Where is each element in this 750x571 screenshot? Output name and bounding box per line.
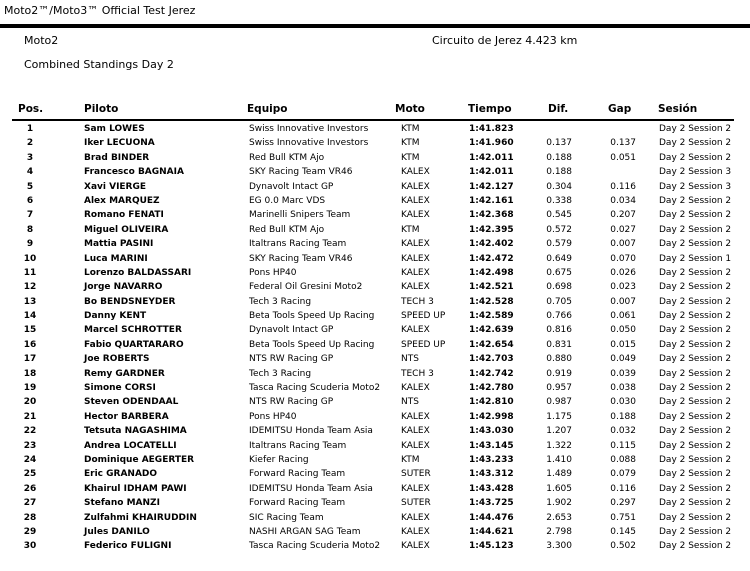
bike-cell: SUTER (401, 469, 431, 480)
bike-cell: KTM (401, 124, 420, 134)
session-cell: Day 2 Session 2 (659, 224, 732, 235)
rider-cell: Francesco BAGNAIA (84, 167, 184, 178)
time-cell: 1:44.621 (469, 526, 514, 537)
bike-cell: KALEX (401, 325, 430, 336)
session-cell: Day 2 Session 2 (659, 368, 732, 379)
session-cell: Day 2 Session 2 (659, 397, 732, 408)
team-cell: Beta Tools Speed Up Racing (249, 311, 375, 322)
position-cell: 21 (23, 411, 37, 422)
table-row (0, 151, 750, 165)
gap-cell: 0.088 (610, 454, 636, 465)
bike-cell: KALEX (401, 195, 430, 206)
diff-cell: 1.605 (546, 483, 572, 494)
team-cell: Beta Tools Speed Up Racing (249, 339, 375, 350)
rider-cell: Bo BENDSNEYDER (84, 296, 176, 307)
session-cell: Day 2 Session 2 (659, 325, 732, 336)
position-cell: 29 (23, 526, 37, 537)
rider-cell: Tetsuta NAGASHIMA (84, 426, 187, 437)
table-row (0, 511, 750, 525)
gap-cell: 0.027 (610, 224, 636, 235)
team-cell: SKY Racing Team VR46 (249, 253, 353, 264)
position-cell: 2 (26, 138, 34, 149)
rider-cell: Eric GRANADO (84, 469, 158, 480)
team-cell: NTS RW Racing GP (249, 397, 334, 408)
position-cell: 19 (23, 383, 37, 394)
gap-cell: 0.026 (610, 267, 636, 278)
time-cell: 1:42.528 (469, 296, 514, 307)
team-cell: Kiefer Racing (249, 454, 309, 465)
time-cell: 1:42.402 (469, 239, 514, 250)
team-cell: NTS RW Racing GP (249, 354, 334, 365)
rider-cell: Alex MARQUEZ (84, 195, 160, 206)
bike-cell: KALEX (401, 383, 430, 394)
position-cell: 11 (23, 267, 37, 278)
time-cell: 1:44.476 (469, 512, 514, 523)
session-cell: Day 2 Session 2 (659, 526, 732, 537)
header-divider (0, 24, 750, 28)
time-cell: 1:41.823 (469, 124, 514, 134)
bike-cell: KALEX (401, 181, 430, 192)
table-row (0, 482, 750, 496)
bike-cell: KALEX (401, 483, 430, 494)
session-cell: Day 2 Session 2 (659, 498, 732, 509)
bike-cell: KALEX (401, 512, 430, 523)
table-row (0, 338, 750, 352)
session-cell: Day 2 Session 2 (659, 152, 732, 163)
rider-cell: Xavi VIERGE (84, 181, 147, 192)
position-cell: 1 (26, 124, 34, 134)
bike-cell: TECH 3 (401, 368, 434, 379)
team-cell: NASHI ARGAN SAG Team (249, 526, 361, 537)
session-cell: Day 2 Session 2 (659, 311, 732, 322)
table-row (0, 237, 750, 251)
gap-cell: 0.137 (610, 138, 636, 149)
position-cell: 14 (23, 311, 37, 322)
table-row (0, 252, 750, 266)
time-cell: 1:42.780 (469, 383, 514, 394)
standings-table (0, 122, 750, 554)
column-header-bike: Moto (395, 103, 425, 115)
time-cell: 1:42.011 (469, 167, 514, 178)
rider-cell: Federico FULIGNI (84, 541, 172, 552)
rider-cell: Lorenzo BALDASSARI (84, 267, 192, 278)
session-cell: Day 2 Session 2 (659, 239, 732, 250)
gap-cell: 0.034 (610, 195, 636, 206)
table-row (0, 136, 750, 150)
circuit-info: Circuito de Jerez 4.423 km (432, 34, 578, 47)
time-cell: 1:43.725 (469, 498, 514, 509)
position-cell: 24 (23, 454, 37, 465)
rider-cell: Brad BINDER (84, 152, 150, 163)
session-cell: Day 2 Session 2 (659, 440, 732, 451)
table-row (0, 424, 750, 438)
rider-cell: Danny KENT (84, 311, 147, 322)
column-header-session: Sesión (658, 103, 698, 115)
team-cell: Red Bull KTM Ajo (249, 224, 325, 235)
gap-cell: 0.032 (610, 426, 636, 437)
gap-cell: 0.188 (610, 411, 636, 422)
diff-cell: 1.902 (546, 498, 572, 509)
session-title: Combined Standings Day 2 (24, 58, 174, 71)
position-cell: 27 (23, 498, 37, 509)
table-row (0, 280, 750, 294)
gap-cell: 0.030 (610, 397, 636, 408)
gap-cell: 0.751 (610, 512, 636, 523)
position-cell: 5 (26, 181, 34, 192)
session-cell: Day 2 Session 2 (659, 267, 732, 278)
document-title: Moto2™/Moto3™ Official Test Jerez (4, 4, 196, 17)
table-row (0, 295, 750, 309)
rider-cell: Marcel SCHROTTER (84, 325, 182, 336)
column-header-diff: Dif. (548, 103, 569, 115)
team-cell: Forward Racing Team (249, 498, 346, 509)
team-cell: Tasca Racing Scuderia Moto2 (249, 541, 381, 552)
diff-cell: 0.675 (546, 267, 572, 278)
diff-cell: 0.304 (546, 181, 572, 192)
team-cell: SKY Racing Team VR46 (249, 167, 353, 178)
bike-cell: KALEX (401, 167, 430, 178)
diff-cell: 0.572 (546, 224, 572, 235)
table-row (0, 352, 750, 366)
table-row (0, 165, 750, 179)
diff-cell: 0.987 (546, 397, 572, 408)
gap-cell: 0.051 (610, 152, 636, 163)
session-cell: Day 2 Session 2 (659, 469, 732, 480)
table-row (0, 539, 750, 553)
diff-cell: 0.188 (546, 167, 572, 178)
time-cell: 1:45.123 (469, 541, 514, 552)
team-cell: EG 0.0 Marc VDS (249, 195, 326, 206)
table-row (0, 525, 750, 539)
time-cell: 1:42.161 (469, 195, 514, 206)
bike-cell: KTM (401, 224, 420, 235)
session-cell: Day 2 Session 2 (659, 454, 732, 465)
bike-cell: NTS (401, 397, 419, 408)
session-cell: Day 2 Session 2 (659, 483, 732, 494)
rider-cell: Luca MARINI (84, 253, 148, 264)
team-cell: Swiss Innovative Investors (249, 138, 369, 149)
bike-cell: KALEX (401, 541, 430, 552)
diff-cell: 1.322 (546, 440, 572, 451)
team-cell: Swiss Innovative Investors (249, 124, 369, 134)
position-cell: 22 (23, 426, 37, 437)
position-cell: 6 (26, 195, 34, 206)
rider-cell: Remy GARDNER (84, 368, 165, 379)
session-cell: Day 2 Session 2 (659, 138, 732, 149)
rider-cell: Iker LECUONA (84, 138, 155, 149)
time-cell: 1:42.810 (469, 397, 514, 408)
table-row (0, 467, 750, 481)
time-cell: 1:42.368 (469, 210, 514, 221)
time-cell: 1:42.998 (469, 411, 514, 422)
diff-cell: 0.545 (546, 210, 572, 221)
gap-cell: 0.007 (610, 296, 636, 307)
session-cell: Day 2 Session 2 (659, 296, 732, 307)
table-row (0, 122, 750, 136)
diff-cell: 1.410 (546, 454, 572, 465)
session-cell: Day 2 Session 1 (659, 253, 732, 264)
time-cell: 1:43.030 (469, 426, 514, 437)
session-cell: Day 2 Session 3 (659, 167, 732, 178)
position-cell: 12 (23, 282, 37, 293)
rider-cell: Simone CORSI (84, 383, 156, 394)
rider-cell: Khairul IDHAM PAWI (84, 483, 187, 494)
team-cell: Forward Racing Team (249, 469, 346, 480)
team-cell: Red Bull KTM Ajo (249, 152, 325, 163)
table-row (0, 439, 750, 453)
team-cell: Tech 3 Racing (249, 296, 312, 307)
diff-cell: 0.188 (546, 152, 572, 163)
position-cell: 13 (23, 296, 37, 307)
diff-cell: 1.207 (546, 426, 572, 437)
time-cell: 1:42.703 (469, 354, 514, 365)
diff-cell: 0.137 (546, 138, 572, 149)
bike-cell: KTM (401, 152, 420, 163)
table-row (0, 395, 750, 409)
position-cell: 17 (23, 354, 37, 365)
column-header-rider: Piloto (84, 103, 119, 115)
rider-cell: Miguel OLIVEIRA (84, 224, 169, 235)
session-cell: Day 2 Session 2 (659, 282, 732, 293)
team-cell: Italtrans Racing Team (249, 440, 347, 451)
diff-cell: 3.300 (546, 541, 572, 552)
diff-cell: 0.880 (546, 354, 572, 365)
time-cell: 1:43.312 (469, 469, 514, 480)
time-cell: 1:43.233 (469, 454, 514, 465)
table-row (0, 208, 750, 222)
rider-cell: Fabio QUARTARARO (84, 339, 184, 350)
position-cell: 8 (26, 224, 34, 235)
bike-cell: KALEX (401, 426, 430, 437)
session-cell: Day 2 Session 2 (659, 354, 732, 365)
position-cell: 3 (26, 152, 34, 163)
gap-cell: 0.023 (610, 282, 636, 293)
rider-cell: Dominique AEGERTER (84, 454, 195, 465)
diff-cell: 0.957 (546, 383, 572, 394)
class-name: Moto2 (24, 34, 59, 47)
diff-cell: 0.705 (546, 296, 572, 307)
position-cell: 18 (23, 368, 37, 379)
position-cell: 20 (23, 397, 37, 408)
position-cell: 23 (23, 440, 37, 451)
position-cell: 26 (23, 483, 37, 494)
bike-cell: KALEX (401, 411, 430, 422)
position-cell: 10 (23, 253, 37, 264)
position-cell: 16 (23, 339, 37, 350)
rider-cell: Romano FENATI (84, 210, 164, 221)
session-cell: Day 2 Session 2 (659, 195, 732, 206)
rider-cell: Jules DANILO (84, 526, 150, 537)
team-cell: Tech 3 Racing (249, 368, 312, 379)
session-cell: Day 2 Session 2 (659, 383, 732, 394)
session-cell: Day 2 Session 2 (659, 210, 732, 221)
table-row (0, 309, 750, 323)
time-cell: 1:42.639 (469, 325, 514, 336)
team-cell: Pons HP40 (249, 411, 297, 422)
gap-cell: 0.050 (610, 325, 636, 336)
table-row (0, 496, 750, 510)
table-row (0, 381, 750, 395)
table-row (0, 453, 750, 467)
bike-cell: KALEX (401, 526, 430, 537)
time-cell: 1:43.428 (469, 483, 514, 494)
diff-cell: 0.766 (546, 311, 572, 322)
time-cell: 1:42.654 (469, 339, 514, 350)
time-cell: 1:42.395 (469, 224, 514, 235)
team-cell: Dynavolt Intact GP (249, 181, 334, 192)
position-cell: 25 (23, 469, 37, 480)
time-cell: 1:42.742 (469, 368, 514, 379)
session-cell: Day 2 Session 2 (659, 426, 732, 437)
position-cell: 30 (23, 541, 37, 552)
table-row (0, 410, 750, 424)
team-cell: Marinelli Snipers Team (249, 210, 351, 221)
time-cell: 1:41.960 (469, 138, 514, 149)
bike-cell: KALEX (401, 267, 430, 278)
column-header-gap: Gap (608, 103, 632, 115)
team-cell: Federal Oil Gresini Moto2 (249, 282, 363, 293)
bike-cell: KALEX (401, 282, 430, 293)
bike-cell: KTM (401, 454, 420, 465)
diff-cell: 2.653 (546, 512, 572, 523)
bike-cell: SPEED UP (401, 339, 446, 350)
table-row (0, 223, 750, 237)
column-header-pos: Pos. (18, 103, 44, 115)
rider-cell: Mattia PASINI (84, 239, 154, 250)
bike-cell: KALEX (401, 210, 430, 221)
diff-cell: 0.338 (546, 195, 572, 206)
diff-cell: 1.489 (546, 469, 572, 480)
rider-cell: Steven ODENDAAL (84, 397, 179, 408)
column-header-time: Tiempo (468, 103, 512, 115)
position-cell: 28 (23, 512, 37, 523)
table-row (0, 266, 750, 280)
gap-cell: 0.116 (610, 181, 636, 192)
session-cell: Day 2 Session 3 (659, 181, 732, 192)
bike-cell: KTM (401, 138, 420, 149)
bike-cell: SPEED UP (401, 311, 446, 322)
rider-cell: Jorge NAVARRO (84, 282, 163, 293)
table-row (0, 323, 750, 337)
gap-cell: 0.015 (610, 339, 636, 350)
gap-cell: 0.007 (610, 239, 636, 250)
position-cell: 7 (26, 210, 34, 221)
rider-cell: Hector BARBERA (84, 411, 169, 422)
table-row (0, 367, 750, 381)
diff-cell: 0.579 (546, 239, 572, 250)
gap-cell: 0.502 (610, 541, 636, 552)
session-cell: Day 2 Session 2 (659, 541, 732, 552)
diff-cell: 0.816 (546, 325, 572, 336)
table-header-divider (12, 119, 734, 121)
team-cell: Pons HP40 (249, 267, 297, 278)
session-cell: Day 2 Session 2 (659, 512, 732, 523)
rider-cell: Sam LOWES (84, 124, 145, 134)
gap-cell: 0.145 (610, 526, 636, 537)
team-cell: IDEMITSU Honda Team Asia (249, 483, 373, 494)
team-cell: IDEMITSU Honda Team Asia (249, 426, 373, 437)
time-cell: 1:42.127 (469, 181, 514, 192)
gap-cell: 0.207 (610, 210, 636, 221)
bike-cell: TECH 3 (401, 296, 434, 307)
bike-cell: SUTER (401, 498, 431, 509)
rider-cell: Stefano MANZI (84, 498, 160, 509)
position-cell: 15 (23, 325, 37, 336)
team-cell: Dynavolt Intact GP (249, 325, 334, 336)
position-cell: 9 (26, 239, 34, 250)
rider-cell: Andrea LOCATELLI (84, 440, 177, 451)
session-cell: Day 2 Session 2 (659, 339, 732, 350)
session-cell: Day 2 Session 2 (659, 411, 732, 422)
gap-cell: 0.115 (610, 440, 636, 451)
gap-cell: 0.079 (610, 469, 636, 480)
column-header-team: Equipo (247, 103, 288, 115)
diff-cell: 0.831 (546, 339, 572, 350)
table-row (0, 180, 750, 194)
time-cell: 1:42.521 (469, 282, 514, 293)
gap-cell: 0.039 (610, 368, 636, 379)
diff-cell: 0.649 (546, 253, 572, 264)
time-cell: 1:42.472 (469, 253, 514, 264)
gap-cell: 0.038 (610, 383, 636, 394)
team-cell: Italtrans Racing Team (249, 239, 347, 250)
bike-cell: KALEX (401, 440, 430, 451)
team-cell: SIC Racing Team (249, 512, 324, 523)
time-cell: 1:42.011 (469, 152, 514, 163)
gap-cell: 0.116 (610, 483, 636, 494)
team-cell: Tasca Racing Scuderia Moto2 (249, 383, 381, 394)
bike-cell: KALEX (401, 253, 430, 264)
gap-cell: 0.297 (610, 498, 636, 509)
gap-cell: 0.070 (610, 253, 636, 264)
bike-cell: NTS (401, 354, 419, 365)
diff-cell: 0.919 (546, 368, 572, 379)
gap-cell: 0.061 (610, 311, 636, 322)
time-cell: 1:43.145 (469, 440, 514, 451)
position-cell: 4 (26, 167, 34, 178)
table-row (0, 194, 750, 208)
gap-cell: 0.049 (610, 354, 636, 365)
rider-cell: Joe ROBERTS (84, 354, 150, 365)
bike-cell: KALEX (401, 239, 430, 250)
time-cell: 1:42.498 (469, 267, 514, 278)
diff-cell: 1.175 (546, 411, 572, 422)
time-cell: 1:42.589 (469, 311, 514, 322)
diff-cell: 0.698 (546, 282, 572, 293)
rider-cell: Zulfahmi KHAIRUDDIN (84, 512, 197, 523)
diff-cell: 2.798 (546, 526, 572, 537)
session-cell: Day 2 Session 2 (659, 124, 732, 134)
